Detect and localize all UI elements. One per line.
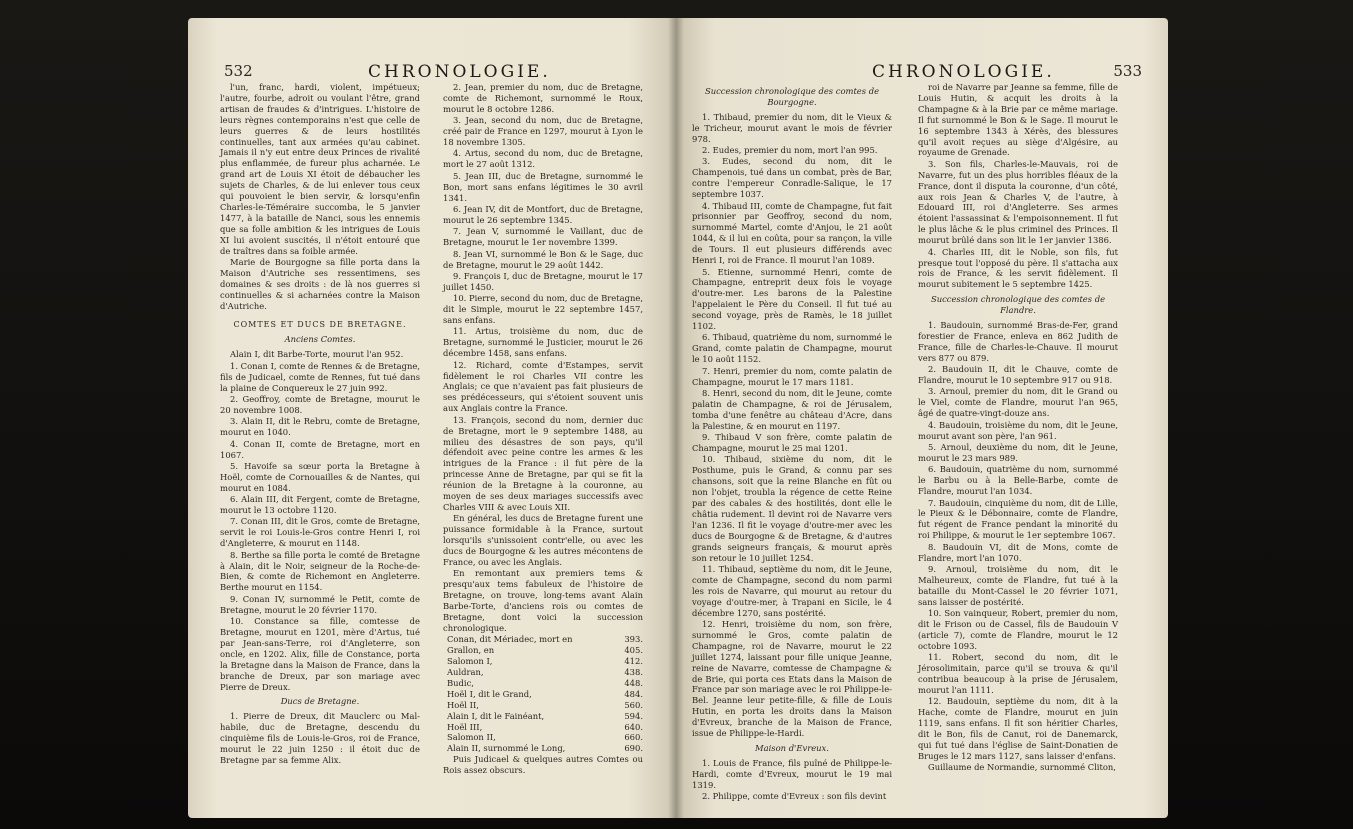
paragraph: 5. Arnoul, deuxième du nom, dit le Jeune, mourut le 23 mars 989.: [918, 442, 1118, 463]
paragraph: 8. Henri, second du nom, dit le Jeune, comte palatin de Champagne, & roi de Jérusalem, tomba d'une fenêtre au château d'Acre, dans la Palestine, & en mourut en 1197.: [692, 387, 892, 431]
paragraph: 5. Havoife sa sœur porta la Bretagne à Hoël, comte de Cornouailles & de Nantes, qui mourut en 1084.: [220, 460, 420, 493]
ruler-year: 448.: [624, 677, 643, 688]
section-heading: Anciens Comtes.: [284, 334, 356, 345]
page-number-left: 532: [224, 62, 253, 80]
ruler-name: Hoël I, dit le Grand,: [447, 688, 532, 699]
paragraph: Alain I, dit Barbe-Torte, mourut l'an 952.: [230, 349, 404, 360]
section-heading: Succession chronologique des comtes de Bourgogne.: [704, 86, 880, 107]
paragraph: 7. Conan III, dit le Gros, comte de Bretagne, servit le roi Louis-le-Gros contre Henri I, roi d'Angleterre, & mourut en 1148.: [220, 516, 420, 549]
ruler-name: Salomon II,: [447, 732, 496, 743]
page-number-right: 533: [1113, 62, 1142, 80]
paragraph: 4. Thibaud III, comte de Champagne, fut fait prisonnier par Geoffroy, second du nom, surnommé Martel, comte d'Anjou, le 21 août 1044, & il lui en coûta, pour sa rançon, la ville de Tours. Il eut plusieurs différends avec Henri I, roi de France. Il mourut l'an 1089.: [692, 200, 892, 266]
ruler-year: 405.: [624, 645, 643, 656]
section-heading: Maison d'Evreux.: [755, 742, 829, 753]
paragraph: l'un, franc, hardi, violent, impétueux; l'autre, fourbe, adroit ou voulant l'être, grand artisan de fraudes & d'intrigues. L'histoire de leurs règnes contemporains n'est que celle de leurs guerres & de leurs hostilités continuelles, tant aux armées qu'au cabinet. Jamais il n'y eut entre deux Princes de rivalité plus enflammée, de fureur plus acharnée. Le grand art de Louis XI étoit de débaucher les sujets de Charles, & de lui enlever tous ceux qui pouvoient le bien servir, & lorsqu'enfin Charles-le-Téméraire succomba, le 5 janvier 1477, à la bataille de Nanci, sous les ennemis que sa folle ambition & les intrigues de Louis XI lui avoient suscités, il n'étoit entouré que de traîtres dans sa foible armée.: [220, 82, 420, 256]
succession-row: [447, 656, 643, 667]
left-column-1: [220, 82, 420, 766]
ruler-name: Salomon I,: [447, 656, 493, 667]
succession-row: [447, 689, 643, 700]
paragraph: 4. Baudouin, troisième du nom, dit le Jeune, mourut avant son père, l'an 961.: [918, 419, 1118, 441]
book-gutter: [668, 18, 684, 818]
paragraph: 4. Artus, second du nom, duc de Bretagne, mort le 27 août 1312.: [443, 148, 643, 170]
succession-row: [447, 732, 643, 743]
paragraph: 1. Baudouin, surnommé Bras-de-Fer, grand forestier de France, enleva en 862 Judith de France, fille de Charles-le-Chauve. Il mourut vers 877 ou 879.: [918, 320, 1118, 363]
ruler-name: Hoël III,: [447, 721, 483, 732]
ruler-year: 438.: [624, 667, 643, 678]
ruler-name: Auldran,: [447, 667, 484, 678]
paragraph: 4. Conan II, comte de Bretagne, mort en 1067.: [220, 438, 420, 460]
paragraph: 2. Geoffroy, comte de Bretagne, mourut le 20 novembre 1008.: [220, 393, 420, 415]
paragraph: 6. Baudouin, quatrième du nom, surnommé le Barbu ou à la Belle-Barbe, comte de Flandre, mourut l'an 1034.: [918, 464, 1118, 497]
paragraph: Puis Judicael & quelques autres Comtes ou Rois assez obscurs.: [443, 754, 643, 776]
ruler-year: 594.: [624, 710, 643, 721]
paragraph: 6. Alain III, dit Fergent, comte de Bretagne, mourut le 13 octobre 1120.: [220, 494, 420, 516]
ruler-year: 412.: [624, 656, 643, 667]
paragraph: 5. Etienne, surnommé Henri, comte de Champagne, entreprit deux fois le voyage d'outre-mer. Les barons de la Palestine l'appelaient le Père du Conseil. Il fut tué au second voyage, près de Ramès, le 18 juillet 1102.: [692, 266, 892, 332]
paragraph: 7. Jean V, surnommé le Vaillant, duc de Bretagne, mourut le 1er novembre 1399.: [443, 226, 643, 248]
succession-row: [447, 678, 643, 689]
succession-row: [447, 634, 643, 645]
ruler-name: Budic,: [447, 677, 474, 688]
ruler-name: Grallon, en: [447, 645, 495, 656]
succession-row: [447, 711, 643, 722]
paragraph: 8. Baudouin VI, dit de Mons, comte de Flandre, mort l'an 1070.: [918, 541, 1118, 563]
ruler-name: Alain II, surnommé le Long,: [447, 743, 566, 754]
paragraph: Guillaume de Normandie, surnommé Cliton,: [928, 762, 1116, 773]
paragraph: 2. Eudes, premier du nom, mort l'an 995.: [702, 145, 878, 156]
paragraph: En général, les ducs de Bretagne furent une puissance formidable à la France, surtout lorsqu'ils s'unissoient contr'elle, ou avec les ducs de Bourgogne & les autres mécontens de France, ou avec les Anglais.: [443, 513, 643, 567]
succession-row: [447, 645, 643, 656]
section-heading: Ducs de Bretagne.: [280, 696, 360, 707]
paragraph: 7. Baudouin, cinquième du nom, dit de Lille, le Pieux & le Débonnaire, comte de Flandre, fut régent de France pendant la minorité du roi Philippe, & mourut le 1er septembre 1067.: [918, 497, 1118, 541]
paragraph: 6. Jean IV, dit de Montfort, duc de Bretagne, mourut le 26 septembre 1345.: [443, 203, 643, 225]
succession-list: [447, 634, 643, 754]
paragraph: 2. Philippe, comte d'Evreux : son fils devint: [702, 791, 887, 802]
paragraph: 10. Son vainqueur, Robert, premier du nom, dit le Frison ou de Cassel, fils de Baudouin V (article 7), comte de Flandre, mourut le 12 octobre 1093.: [918, 608, 1118, 651]
paragraph: 3. Arnoul, premier du nom, dit le Grand ou le Viel, comte de Flandre, mourut l'an 965, âgé de quatre-vingt-douze ans.: [918, 386, 1118, 419]
succession-row: [447, 722, 643, 733]
paragraph: 4. Charles III, dit le Noble, son fils, fut presque tout l'opposé du père. Il s'attacha aux rois de France, & les servit fidèlement. Il mourut subitement le 5 septembre 1425.: [918, 246, 1118, 290]
paragraph: En remontant aux premiers tems & presqu'aux tems fabuleux de l'histoire de Bretagne, on trouve, long-tems avant Alain Barbe-Torte, d'anciens rois ou comtes de Bretagne, dont voici la succession chronologique.: [443, 568, 643, 633]
paragraph: 12. Richard, comte d'Estampes, servit fidèlement le roi Charles VII contre les Anglais; ce que n'avaient pas fait plusieurs de ses prédécesseurs, qui s'étoient souvent unis aux Anglais contre la France.: [443, 359, 643, 414]
succession-row: [447, 700, 643, 711]
paragraph: 9. Thibaud V son frère, comte palatin de Champagne, mourut le 25 mai 1201.: [692, 432, 892, 453]
paragraph: 1. Conan I, comte de Rennes & de Bretagne, fils de Judicael, comte de Rennes, fut tué dans la plaine de Conquereux le 27 juin 992.: [220, 360, 420, 393]
paragraph: 3. Son fils, Charles-le-Mauvais, roi de Navarre, fut un des plus horribles fléaux de la France, dont il disputa la couronne, d'un côté, aux rois Jean & Charles V, de l'autre, à Edouard III, roi d'Angleterre. Ses armes étoient l'assassinat & l'empoisonnement. Il fut le plus lâche & le plus criminel des Princes. Il mourut brûlé dans son lit le 1er janvier 1386.: [918, 158, 1118, 246]
succession-row: [447, 743, 643, 754]
left-column-2: [443, 82, 643, 777]
running-head-left: CHRONOLOGIE.: [368, 62, 551, 82]
ruler-name: Alain I, dit le Fainéant,: [447, 710, 545, 721]
paragraph: 1. Pierre de Dreux, dit Mauclerc ou Mal-habile, duc de Bretagne, descendu du cinquième fils de Louis-le-Gros, roi de France, mourut le 22 juin 1250 : il étoit duc de Bretagne par sa femme Alix.: [220, 711, 420, 765]
paragraph: 13. François, second du nom, dernier duc de Bretagne, mort le 9 septembre 1488, au milieu des désastres de son pays, qu'il défendoit avec peine contre les armes & les intrigues de la France : il fut père de la princesse Anne de Bretagne, par qui se fit la réunion de la Bretagne à la couronne, au moyen de ses deux mariages successifs avec Charles VIII & avec Louis XII.: [443, 414, 643, 512]
right-column-1: [692, 82, 892, 803]
left-page: [188, 18, 676, 818]
ruler-year: 484.: [624, 688, 643, 699]
paragraph: 8. Jean VI, surnommé le Bon & le Sage, duc de Bretagne, mourut le 29 août 1442.: [443, 248, 643, 270]
ruler-year: 393.: [624, 634, 643, 645]
paragraph: 10. Constance sa fille, comtesse de Bretagne, mourut en 1201, mère d'Artus, tué par Jean-sans-Terre, roi d'Angleterre, son oncle, en 1202. Alix, fille de Constance, porta la Bretagne dans la Maison de France, dans la branche de Dreux, par son mariage avec Pierre de Dreux.: [220, 616, 420, 692]
paragraph: Marie de Bourgogne sa fille porta dans la Maison d'Autriche ses ressentimens, ses domaines & ses droits : de là nos guerres si continuelles & si acharnées contre la Maison d'Autriche.: [220, 257, 420, 311]
paragraph: 12. Baudouin, septième du nom, dit à la Hache, comte de Flandre, mourut en juin 1119, sans enfans. Il fit son héritier Charles, dit le Bon, fils de Canut, roi de Danemarck, qui fut tué dans l'église de Saint-Donatien de Bruges le 12 mars 1127, sans laisser d'enfans.: [918, 696, 1118, 761]
paragraph: 3. Eudes, second du nom, dit le Champenois, tué dans un combat, près de Bar, contre l'empereur Conradle-Salique, le 17 septembre 1037.: [692, 156, 892, 200]
ruler-name: Hoël II,: [447, 699, 479, 710]
paragraph: 5. Jean III, duc de Bretagne, surnommé le Bon, mort sans enfans légitimes le 30 avril 1341.: [443, 170, 643, 203]
paragraph: 3. Jean, second du nom, duc de Bretagne, créé pair de France en 1297, mourut à Lyon le 18 novembre 1305.: [443, 115, 643, 148]
paragraph: roi de Navarre par Jeanne sa femme, fille de Louis Hutin, & acquit les droits à la Champagne & à la Brie par ce même mariage. Il fut surnommé le Bon & le Sage. Il mourut le 16 septembre 1343 à Xérès, des blessures qu'il avoit reçues au siège d'Algésire, au royaume de Grenade.: [918, 82, 1118, 158]
paragraph: 1. Louis de France, fils puîné de Philippe-le-Hardi, comte d'Evreux, mourut le 19 mai 1319.: [692, 757, 892, 790]
paragraph: 3. Alain II, dit le Rebru, comte de Bretagne, mourut en 1040.: [220, 416, 420, 438]
right-page: [676, 18, 1168, 818]
ruler-year: 640.: [624, 721, 643, 732]
paragraph: 8. Berthe sa fille porta le comté de Bretagne à Alain, dit le Noir, seigneur de la Roche-de-Bien, & comte de Richemont en Angleterre. Berthe mourut en 1154.: [220, 549, 420, 593]
paragraph: 9. Conan IV, surnommé le Petit, comte de Bretagne, mourut le 20 février 1170.: [220, 593, 420, 615]
paragraph: 10. Pierre, second du nom, duc de Bretagne, dit le Simple, mourut le 22 septembre 1457, sans enfans.: [443, 293, 643, 326]
paragraph: 11. Thibaud, septième du nom, dit le Jeune, comte de Champagne, second du nom parmi les rois de Navarre, qui mourut au retour du voyage d'outre-mer, à Trapani en Sicile, le 4 décembre 1270, sans postérité.: [692, 563, 892, 618]
section-heading: Succession chronologique des comtes de Flandre.: [930, 294, 1106, 316]
paragraph: 2. Baudouin II, dit le Chauve, comte de Flandre, mourut le 10 septembre 917 ou 918.: [918, 364, 1118, 386]
running-head-right: CHRONOLOGIE.: [872, 62, 1055, 82]
paragraph: 6. Thibaud, quatrième du nom, surnommé le Grand, comte palatin de Champagne, mourut le 10 août 1152.: [692, 332, 892, 365]
paragraph: 10. Thibaud, sixième du nom, dit le Posthume, puis le Grand, & connu par ses chansons, soit que la reine Blanche en fût ou non l'objet, troubla la régence de cette Reine par des cabales & des hostilités, dont elle le châtia rudement. Il devint roi de Navarre vers l'an 1236. Il fit le voyage d'outre-mer avec les ducs de Bourgogne & de Bretagne, & d'autres grands seigneurs français, & mourut après son retour le 10 juillet 1254.: [692, 454, 892, 563]
paragraph: 9. Arnoul, troisième du nom, dit le Malheureux, comte de Flandre, fut tué à la bataille du Mont-Cassel le 20 février 1071, sans laisser de postérité.: [918, 563, 1118, 607]
paragraph: 12. Henri, troisième du nom, son frère, surnommé le Gros, comte palatin de Champagne, roi de Navarre, mourut le 22 juillet 1274, laissant pour fille unique Jeanne, reine de Navarre, comtesse de Champagne & de Brie, qui porta ces Etats dans la Maison de France par son mariage avec le roi Philippe-le-Bel. Jeanne leur petite-fille, & fille de Louis Hutin, en porta les droits dans la Maison d'Evreux, branche de la Maison de France, issue de Philippe-le-Hardi.: [692, 619, 892, 739]
ruler-year: 660.: [624, 732, 643, 743]
paragraph: 2. Jean, premier du nom, duc de Bretagne, comte de Richemont, surnommé le Roux, mourut le 8 octobre 1286.: [443, 82, 643, 114]
ruler-year: 690.: [624, 743, 643, 754]
paragraph: 11. Artus, troisième du nom, duc de Bretagne, surnommé le Justicier, mourut le 26 décembre 1458, sans enfans.: [443, 326, 643, 359]
ruler-name: Conan, dit Mériadec, mort en: [447, 634, 573, 645]
ruler-year: 560.: [624, 699, 643, 710]
succession-row: [447, 667, 643, 678]
paragraph: 9. François I, duc de Bretagne, mourut le 17 juillet 1450.: [443, 270, 643, 292]
paragraph: 1. Thibaud, premier du nom, dit le Vieux & le Tricheur, mourut avant le mois de février 978.: [692, 111, 892, 144]
paragraph: 11. Robert, second du nom, dit le Jérosolimitain, parce qu'il se trouva & qu'il contribua beaucoup à la prise de Jérusalem, mourut l'an 1111.: [918, 652, 1118, 695]
right-column-2: [918, 82, 1118, 774]
paragraph: 7. Henri, premier du nom, comte palatin de Champagne, mourut le 17 mars 1181.: [692, 365, 892, 387]
section-heading: COMTES ET DUCS DE BRETAGNE.: [233, 319, 407, 329]
